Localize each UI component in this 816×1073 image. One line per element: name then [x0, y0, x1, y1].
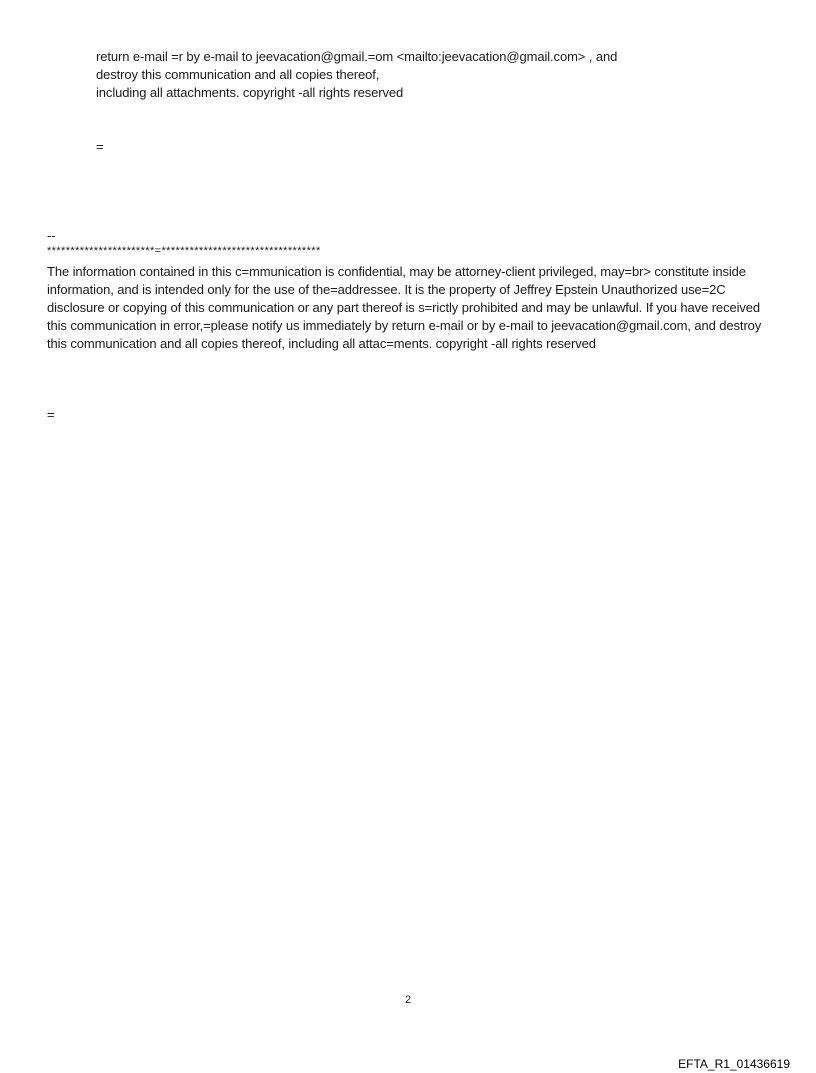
- signature-dash: --: [47, 228, 56, 243]
- quoted-line-2: destroy this communication and all copies thereof,: [96, 67, 380, 82]
- quoted-line-3: including all attachments. copyright -all rights reserved: [96, 85, 404, 100]
- disclaimer-paragraph: The information contained in this c=mmunication is confidential, may be attorney-client privileged, may=br> constitute inside information, and is intended only for the use of the=addressee. It is the property of Jeffrey Epstein Unauthorized use=2C disclosure or copying of this communication or any part thereof is s=rictly prohibited and may be unlawful. If you have received this communication in error,=please notify us immediately by return e-mail or by e-mail to jeevacation@gmail.com, and destroy this communication and all copies thereof, including all attac=ments. copyright -all rights reserved: [47, 264, 762, 351]
- quoted-line-1: return e-mail =r by e-mail to jeevacation@gmail.=om <mailto:jeevacation@gmail.com> , and: [96, 49, 618, 64]
- document-id: EFTA_R1_01436619: [678, 1057, 790, 1071]
- page-number: 2: [404, 994, 412, 1006]
- signature-stars: ***********************=**********************************: [47, 245, 321, 257]
- disclaimer-equals-marker: =: [47, 407, 55, 422]
- quoted-equals-marker: =: [96, 139, 104, 154]
